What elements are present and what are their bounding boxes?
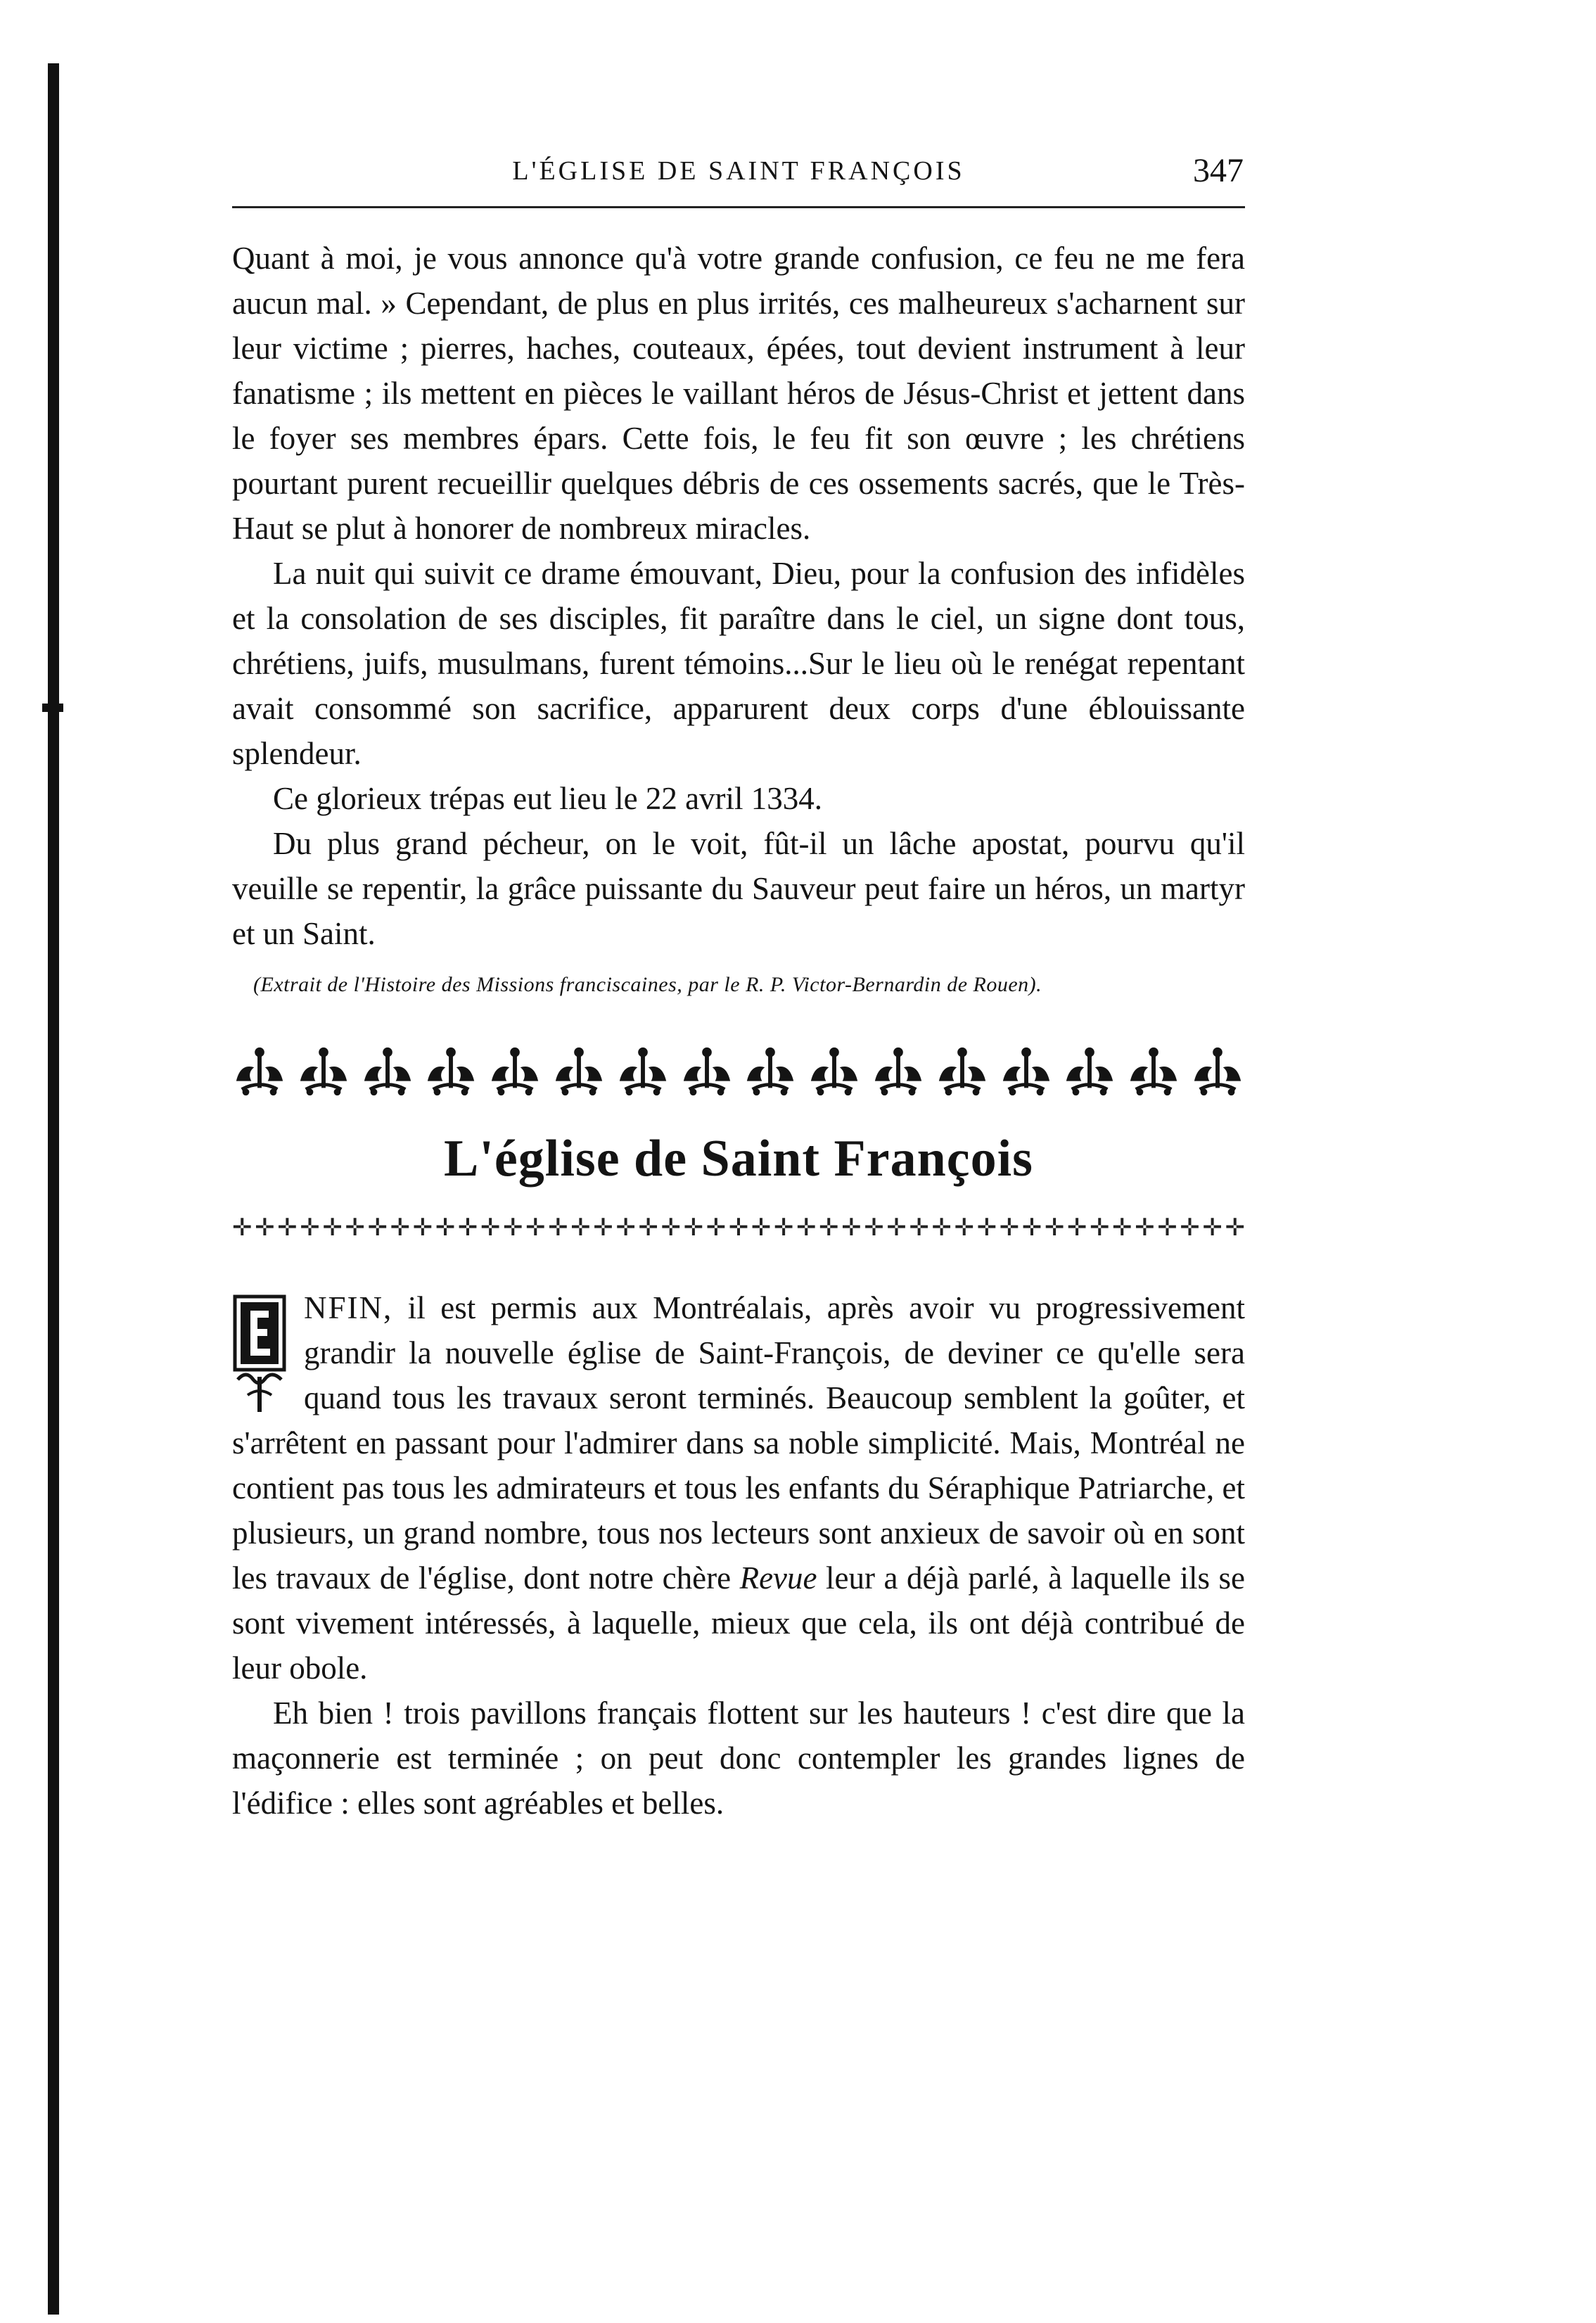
fleur-ornament-icon [1190, 1044, 1245, 1099]
cross-ornament-icon: ✛ [999, 1215, 1020, 1241]
cross-ornament-icon: ✛ [819, 1215, 839, 1241]
fleur-ornament-icon [679, 1044, 734, 1099]
cross-ornament-icon: ✛ [751, 1215, 772, 1241]
cross-ornament-icon: ✛ [1202, 1215, 1222, 1241]
page-header [232, 144, 1245, 193]
book-spine-shadow [48, 63, 59, 2315]
cross-ornament-icon: ✛ [841, 1215, 862, 1241]
paragraph-text: il est permis aux Montréalais, après avoir vu progressivement grandir la nouvelle église de Saint-François, de deviner ce qu'elle sera quand tous les travaux seront terminés. Beaucoup semblent la goûter, et s'arrêtent en passant pour l'admirer dans sa noble simplicité. Mais, Montréal ne contient pas tous les admirateurs et tous les enfants du Séraphique Patriarche, et plusieurs, un grand nombre, tous nos lecteurs sont anxieux de savoir où en sont les travaux de l'église, dont notre chère [232, 1290, 1245, 1596]
page-number: 347 [1193, 152, 1244, 189]
cross-ornament-icon: ✛ [706, 1215, 727, 1241]
previous-article-continuation [232, 236, 1245, 1001]
running-title: L'ÉGLISE DE SAINT FRANÇOIS [512, 156, 965, 186]
cross-ornament-icon: ✛ [1225, 1215, 1245, 1241]
cross-ornament-icon: ✛ [322, 1215, 343, 1241]
cross-ornament-icon: ✛ [864, 1215, 884, 1241]
first-paragraph-block [232, 1285, 1245, 1691]
cross-ornament-icon: ✛ [390, 1215, 411, 1241]
cross-ornament-icon: ✛ [412, 1215, 433, 1241]
paragraph: Du plus grand pécheur, on le voit, fût-il un lâche apostat, pourvu qu'il veuille se repentir, la grâce puissante du Sauveur peut faire un héros, un martyr et un Saint. [232, 826, 1245, 951]
cross-ornament-icon: ✛ [615, 1215, 636, 1241]
fleur-ornament-icon [551, 1044, 606, 1099]
fleur-ornament-icon [360, 1044, 415, 1099]
cross-ornament-icon: ✛ [1180, 1215, 1200, 1241]
revue-word: Revue [739, 1560, 817, 1596]
fleur-ornament-icon [743, 1044, 798, 1099]
cross-ornament-icon: ✛ [255, 1215, 275, 1241]
cross-ornament-icon: ✛ [1089, 1215, 1110, 1241]
cross-ornament-icon: ✛ [300, 1215, 320, 1241]
fleur-ornament-icon [807, 1044, 862, 1099]
source-citation: (Extrait de l'Histoire des Missions franciscaines, par le R. P. Victor-Bernardin de Rouen). [253, 973, 1042, 996]
paragraph: Quant à moi, je vous annonce qu'à votre grande confusion, ce feu ne me fera aucun mal. » Cependant, de plus en plus irrités, ces malheureux s'acharnent sur leur victime ; pierres, haches, couteaux, épées, tout devient instrument à leur fanatisme ; ils mettent en pièces le vaillant héros de Jésus-Christ et jettent dans le foyer ses membres épars. Cette fois, le feu fit son œuvre ; les chrétiens pourtant purent recueillir quelques débris de ces ossements sacrés, que le Très-Haut se plut à honorer de nombreux miracles. [232, 241, 1245, 546]
cross-ornament-icon: ✛ [909, 1215, 929, 1241]
cross-ornament-icon: ✛ [232, 1215, 253, 1241]
fleur-ornament-icon [423, 1044, 478, 1099]
book-page [232, 144, 1245, 1826]
fleur-ornament-icon [487, 1044, 542, 1099]
cross-ornament-icon: ✛ [660, 1215, 681, 1241]
first-word: NFIN, [304, 1290, 393, 1325]
fleur-ornament-icon [999, 1044, 1054, 1099]
cross-ornament-icon: ✛ [1066, 1215, 1087, 1241]
cross-ornament-icon: ✛ [931, 1215, 952, 1241]
ornament-band [232, 1043, 1245, 1100]
article-paragraph-2: Eh bien ! trois pavillons français flottent sur les hauteurs ! c'est dire que la maçonnerie est terminée ; on peut donc contempler les grandes lignes de l'édifice : elles sont agréables et belles. [232, 1695, 1245, 1821]
fleur-ornament-icon [296, 1044, 351, 1099]
cross-ornament-icon: ✛ [773, 1215, 794, 1241]
cross-ornament-icon: ✛ [345, 1215, 365, 1241]
drop-cap-e-icon [232, 1294, 287, 1418]
cross-ornament-icon: ✛ [548, 1215, 568, 1241]
cross-ornament-icon: ✛ [728, 1215, 749, 1241]
drop-cap-initial [232, 1294, 287, 1418]
cross-ornament-icon: ✛ [1157, 1215, 1177, 1241]
paragraph-text-end: leur a déjà parlé, à laquelle ils se sont vivement intéressés, à laquelle, mieux que cela, ils ont déjà contribué de leur obole. [232, 1560, 1245, 1686]
title-decorative-rule [232, 1216, 1245, 1240]
fleur-ornament-icon [871, 1044, 926, 1099]
header-rule [232, 206, 1245, 208]
cross-ornament-icon: ✛ [1135, 1215, 1155, 1241]
cross-ornament-icon: ✛ [525, 1215, 546, 1241]
article-title: L'église de Saint François [444, 1130, 1033, 1188]
paragraph: La nuit qui suivit ce drame émouvant, Dieu, pour la confusion des infidèles et la consolation de ses disciples, fit paraître dans le ciel, un signe dont tous, chrétiens, juifs, musulmans, furent témoins...Sur le lieu où le renégat repentant avait consommé son sacrifice, apparurent deux corps d'une éblouissante splendeur. [232, 556, 1245, 771]
cross-ornament-icon: ✛ [277, 1215, 298, 1241]
cross-ornament-icon: ✛ [570, 1215, 591, 1241]
article-paragraph-1 [232, 1285, 1245, 1691]
cross-ornament-icon: ✛ [1044, 1215, 1065, 1241]
cross-ornament-icon: ✛ [886, 1215, 907, 1241]
page-edge-mark [42, 704, 63, 712]
cross-ornament-icon: ✛ [1112, 1215, 1132, 1241]
fleur-ornament-icon [615, 1044, 670, 1099]
cross-ornament-icon: ✛ [1021, 1215, 1042, 1241]
paragraph: Ce glorieux trépas eut lieu le 22 avril 1334. [273, 781, 823, 816]
cross-ornament-icon: ✛ [367, 1215, 388, 1241]
fleur-ornament-icon [935, 1044, 990, 1099]
article-body [232, 1285, 1245, 1826]
fleur-ornament-icon [232, 1044, 287, 1099]
fleur-ornament-icon [1126, 1044, 1181, 1099]
cross-ornament-icon: ✛ [457, 1215, 478, 1241]
cross-ornament-icon: ✛ [954, 1215, 974, 1241]
cross-ornament-icon: ✛ [638, 1215, 658, 1241]
cross-ornament-icon: ✛ [976, 1215, 997, 1241]
cross-ornament-icon: ✛ [683, 1215, 704, 1241]
cross-ornament-icon: ✛ [796, 1215, 817, 1241]
fleur-ornament-icon [1062, 1044, 1117, 1099]
cross-ornament-icon: ✛ [435, 1215, 456, 1241]
cross-ornament-icon: ✛ [593, 1215, 613, 1241]
cross-ornament-icon: ✛ [502, 1215, 523, 1241]
cross-ornament-icon: ✛ [480, 1215, 501, 1241]
